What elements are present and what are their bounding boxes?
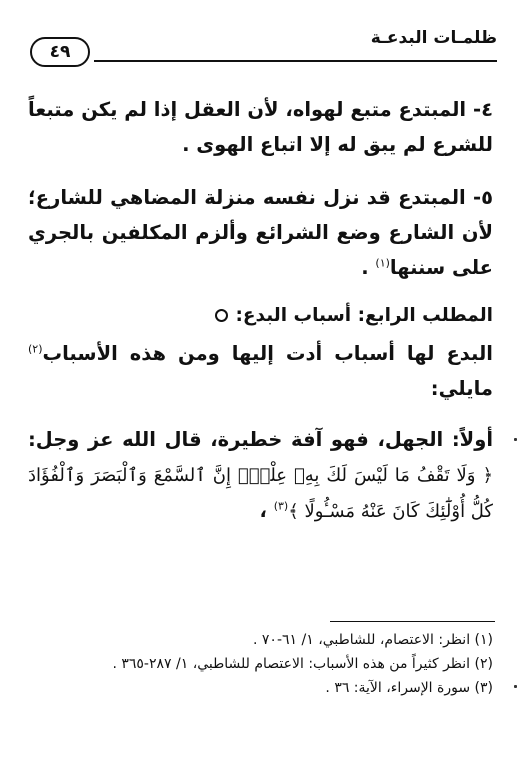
paragraph-ignorance [28, 422, 493, 529]
paragraph-4: ٤- المبتدع متبع لهواه، لأن العقل إذا لم يكن متبعاً للشرع لم يبق له إلا اتباع الهوى . [28, 98, 493, 156]
main-text [28, 92, 493, 529]
running-header [30, 26, 497, 64]
section-heading-text: المطلب الرابع: أسباب البدع: [235, 305, 493, 326]
quran-verse: ﴿ وَلَا تَقْفُ مَا لَيْسَ لَكَ بِهِۦ عِلْمٌۚ إِنَّ ٱلسَّمْعَ وَٱلْبَصَرَ وَٱلْفُؤَادَ كُلُّ أُوْلَٰٓئِكَ كَانَ عَنْهُ مَسْـُٔولًا ﴾ [28, 465, 493, 522]
section-heading [28, 305, 493, 326]
paragraph-5 [28, 180, 493, 285]
page-number: ٤٩ [30, 37, 90, 67]
running-title: ظلمـات البدعـة [370, 28, 497, 48]
footnote-2: (٢) انظر كثيراً من هذه الأسباب: الاعتصام للشاطبي، ١/ ٢٨٧-٣٦٥ . [112, 656, 493, 672]
footnote-ref-2: (٢) [28, 342, 43, 356]
scan-speck [514, 438, 517, 441]
footnote-ref-3: (٣) [273, 499, 289, 513]
paragraph-causes-intro [28, 336, 493, 406]
footnotes [30, 628, 493, 700]
causes-intro-text: البدع لها أسباب أدت إليها ومن هذه الأسباب [42, 342, 493, 365]
causes-intro-end: مايلي: [430, 377, 493, 400]
footnote-3: (٣) سورة الإسراء، الآية: ٣٦ . [325, 680, 493, 696]
ignorance-lead: أولاً: الجهل، [377, 428, 493, 451]
header-rule [94, 60, 497, 62]
circle-bullet-icon [215, 309, 228, 322]
paragraph-5-text: ٥- المبتدع قد نزل نفسه منزلة المضاهي للشارع؛ لأن الشارع وضع الشرائع وألزم المكلفين بالجري على سننها [28, 186, 493, 279]
ignorance-text: فهو آفة خطيرة، قال الله عز وجل: [28, 428, 378, 451]
footnote-1: (١) انظر: الاعتصام، للشاطبي، ١/ ٦١-٧٠ . [253, 632, 493, 648]
scan-speck [514, 685, 517, 688]
footnote-ref-1: (١) [375, 256, 390, 270]
ignorance-end: ، [259, 499, 274, 522]
footnote-rule [330, 621, 495, 622]
paragraph-5-end: . [361, 256, 376, 279]
